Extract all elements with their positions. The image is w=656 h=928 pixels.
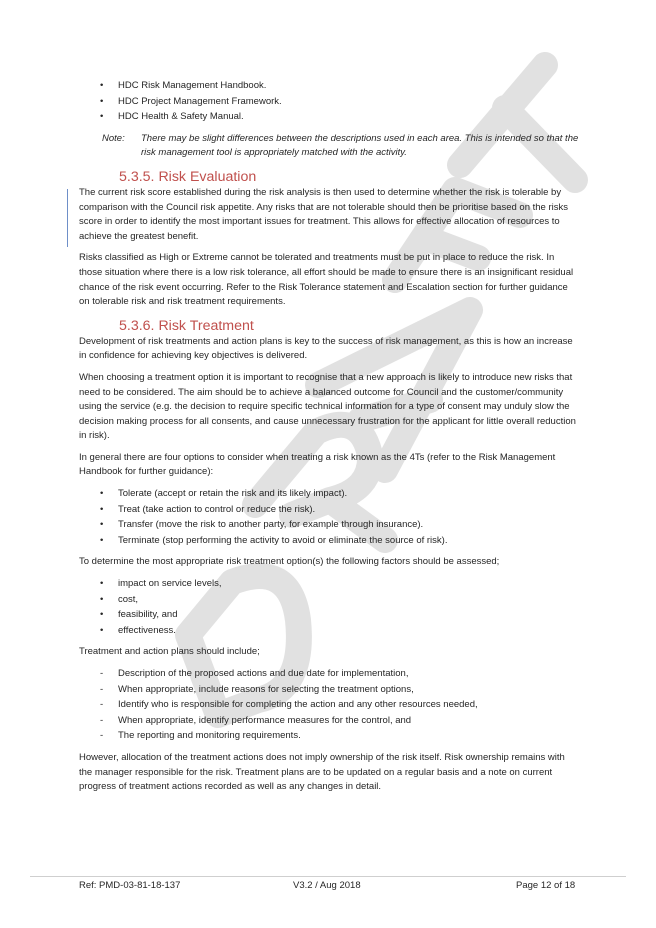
paragraph: In general there are four options to consider when treating a risk known as the 4Ts (refer to the Risk Management Handbook for further guidance): xyxy=(79,451,556,478)
bullet-marker: • xyxy=(100,95,104,107)
footer-version: V3.2 / Aug 2018 xyxy=(293,880,361,891)
page-content xyxy=(79,79,579,802)
note-block xyxy=(79,132,579,161)
paragraph: Development of risk treatments and action plans is key to the success of risk management, as this is how an increase in confidence for achieving key objectives is delivered. xyxy=(79,335,573,362)
list-item: • HDC Risk Management Handbook. xyxy=(79,79,579,94)
list-item: - When appropriate, identify performance measures for the control, and xyxy=(79,714,579,729)
list-item: • Terminate (stop performing the activity to avoid or eliminate the source of risk). xyxy=(79,534,579,549)
bullet-marker: • xyxy=(100,609,104,621)
list-item: - Identify who is responsible for completing the action and any other resources needed, xyxy=(79,698,579,713)
list-item: • effectiveness. xyxy=(79,624,579,639)
heading-risk-treatment: 5.3.6. Risk Treatment xyxy=(119,317,254,334)
list-item: • Treat (take action to control or reduce the risk). xyxy=(79,503,579,518)
four-ts-list xyxy=(79,487,579,548)
footer-divider xyxy=(30,876,626,877)
list-item: • Tolerate (accept or retain the risk and its likely impact). xyxy=(79,487,579,502)
heading-risk-evaluation: 5.3.5. Risk Evaluation xyxy=(119,168,257,185)
list-item: • feasibility, and xyxy=(79,608,579,623)
top-bullet-list xyxy=(79,79,579,125)
dash-marker: - xyxy=(100,683,104,695)
list-item: • cost, xyxy=(79,593,579,608)
paragraph: However, allocation of the treatment actions does not imply ownership of the risk itself. Risk ownership remains with the manager responsible for the risk. Treatment plans are to be updated on a regular basis and a note on current progress of treatment actions recorded as well as any changes in detail. xyxy=(79,751,565,793)
dash-marker: - xyxy=(100,730,104,742)
list-item: • impact on service levels, xyxy=(79,577,579,592)
plan-items-list xyxy=(79,667,579,744)
bullet-marker: • xyxy=(100,519,104,531)
revision-change-bar xyxy=(67,189,68,247)
list-item: • Transfer (move the risk to another party, for example through insurance). xyxy=(79,518,579,533)
footer-page-number: Page 12 of 18 xyxy=(516,880,576,891)
footer-ref: Ref: PMD-03-81-18-137 xyxy=(79,880,181,891)
bullet-marker: • xyxy=(100,503,104,515)
dash-marker: - xyxy=(100,699,104,711)
paragraph: Treatment and action plans should include; xyxy=(79,646,260,658)
factors-list xyxy=(79,577,579,638)
paragraph: When choosing a treatment option it is important to recognise that a new approach is likely to introduce new risks that need to be considered. The aim should be to achieve a balanced outcome for Council and the customer/community using the service (e.g. the decision to require specific technical information for a type of consent may unduly slow the decision making process for all consents, and cause unnecessary frustration for the applicant for little overall reduction in risk). xyxy=(79,371,576,442)
bullet-marker: • xyxy=(100,534,104,546)
note-text: There may be slight differences between the descriptions used in each area. This is intended so that the risk management tool is appropriately matched with the activity. xyxy=(141,132,579,159)
list-item: - Description of the proposed actions and due date for implementation, xyxy=(79,667,579,682)
bullet-marker: • xyxy=(100,578,104,590)
paragraph: The current risk score established during the risk analysis is then used to determine whether the risk is tolerable by comparison with the Council risk appetite. Any risks that are not tolerable should then be prioritise based on the risks score in order to identify the most important issues for treatment. This allows for effective allocation of resources to achieve the greatest benefit. xyxy=(79,186,568,242)
paragraph: To determine the most appropriate risk treatment option(s) the following factors should be assessed; xyxy=(79,556,500,568)
list-item: • HDC Health & Safety Manual. xyxy=(79,110,579,125)
bullet-marker: • xyxy=(100,593,104,605)
dash-marker: - xyxy=(100,668,104,679)
dash-marker: - xyxy=(100,714,104,726)
list-item: - When appropriate, include reasons for selecting the treatment options, xyxy=(79,683,579,698)
paragraph: Risks classified as High or Extreme cannot be tolerated and treatments must be put in place to reduce the risk. In those situation where there is a low risk tolerance, all effort should be made to ensure there is an insignificant residual chance of the risk event occurring. Refer to the Risk Tolerance statement and Escalation section for further guidance on tolerable risk and risk treatment requirements. xyxy=(79,252,574,308)
bullet-marker: • xyxy=(100,624,104,636)
list-item: • HDC Project Management Framework. xyxy=(79,95,579,110)
bullet-marker: • xyxy=(100,111,104,123)
bullet-marker: • xyxy=(100,488,104,500)
list-item: - The reporting and monitoring requirements. xyxy=(79,729,579,744)
note-label: Note: xyxy=(102,132,125,144)
bullet-marker: • xyxy=(100,80,104,91)
